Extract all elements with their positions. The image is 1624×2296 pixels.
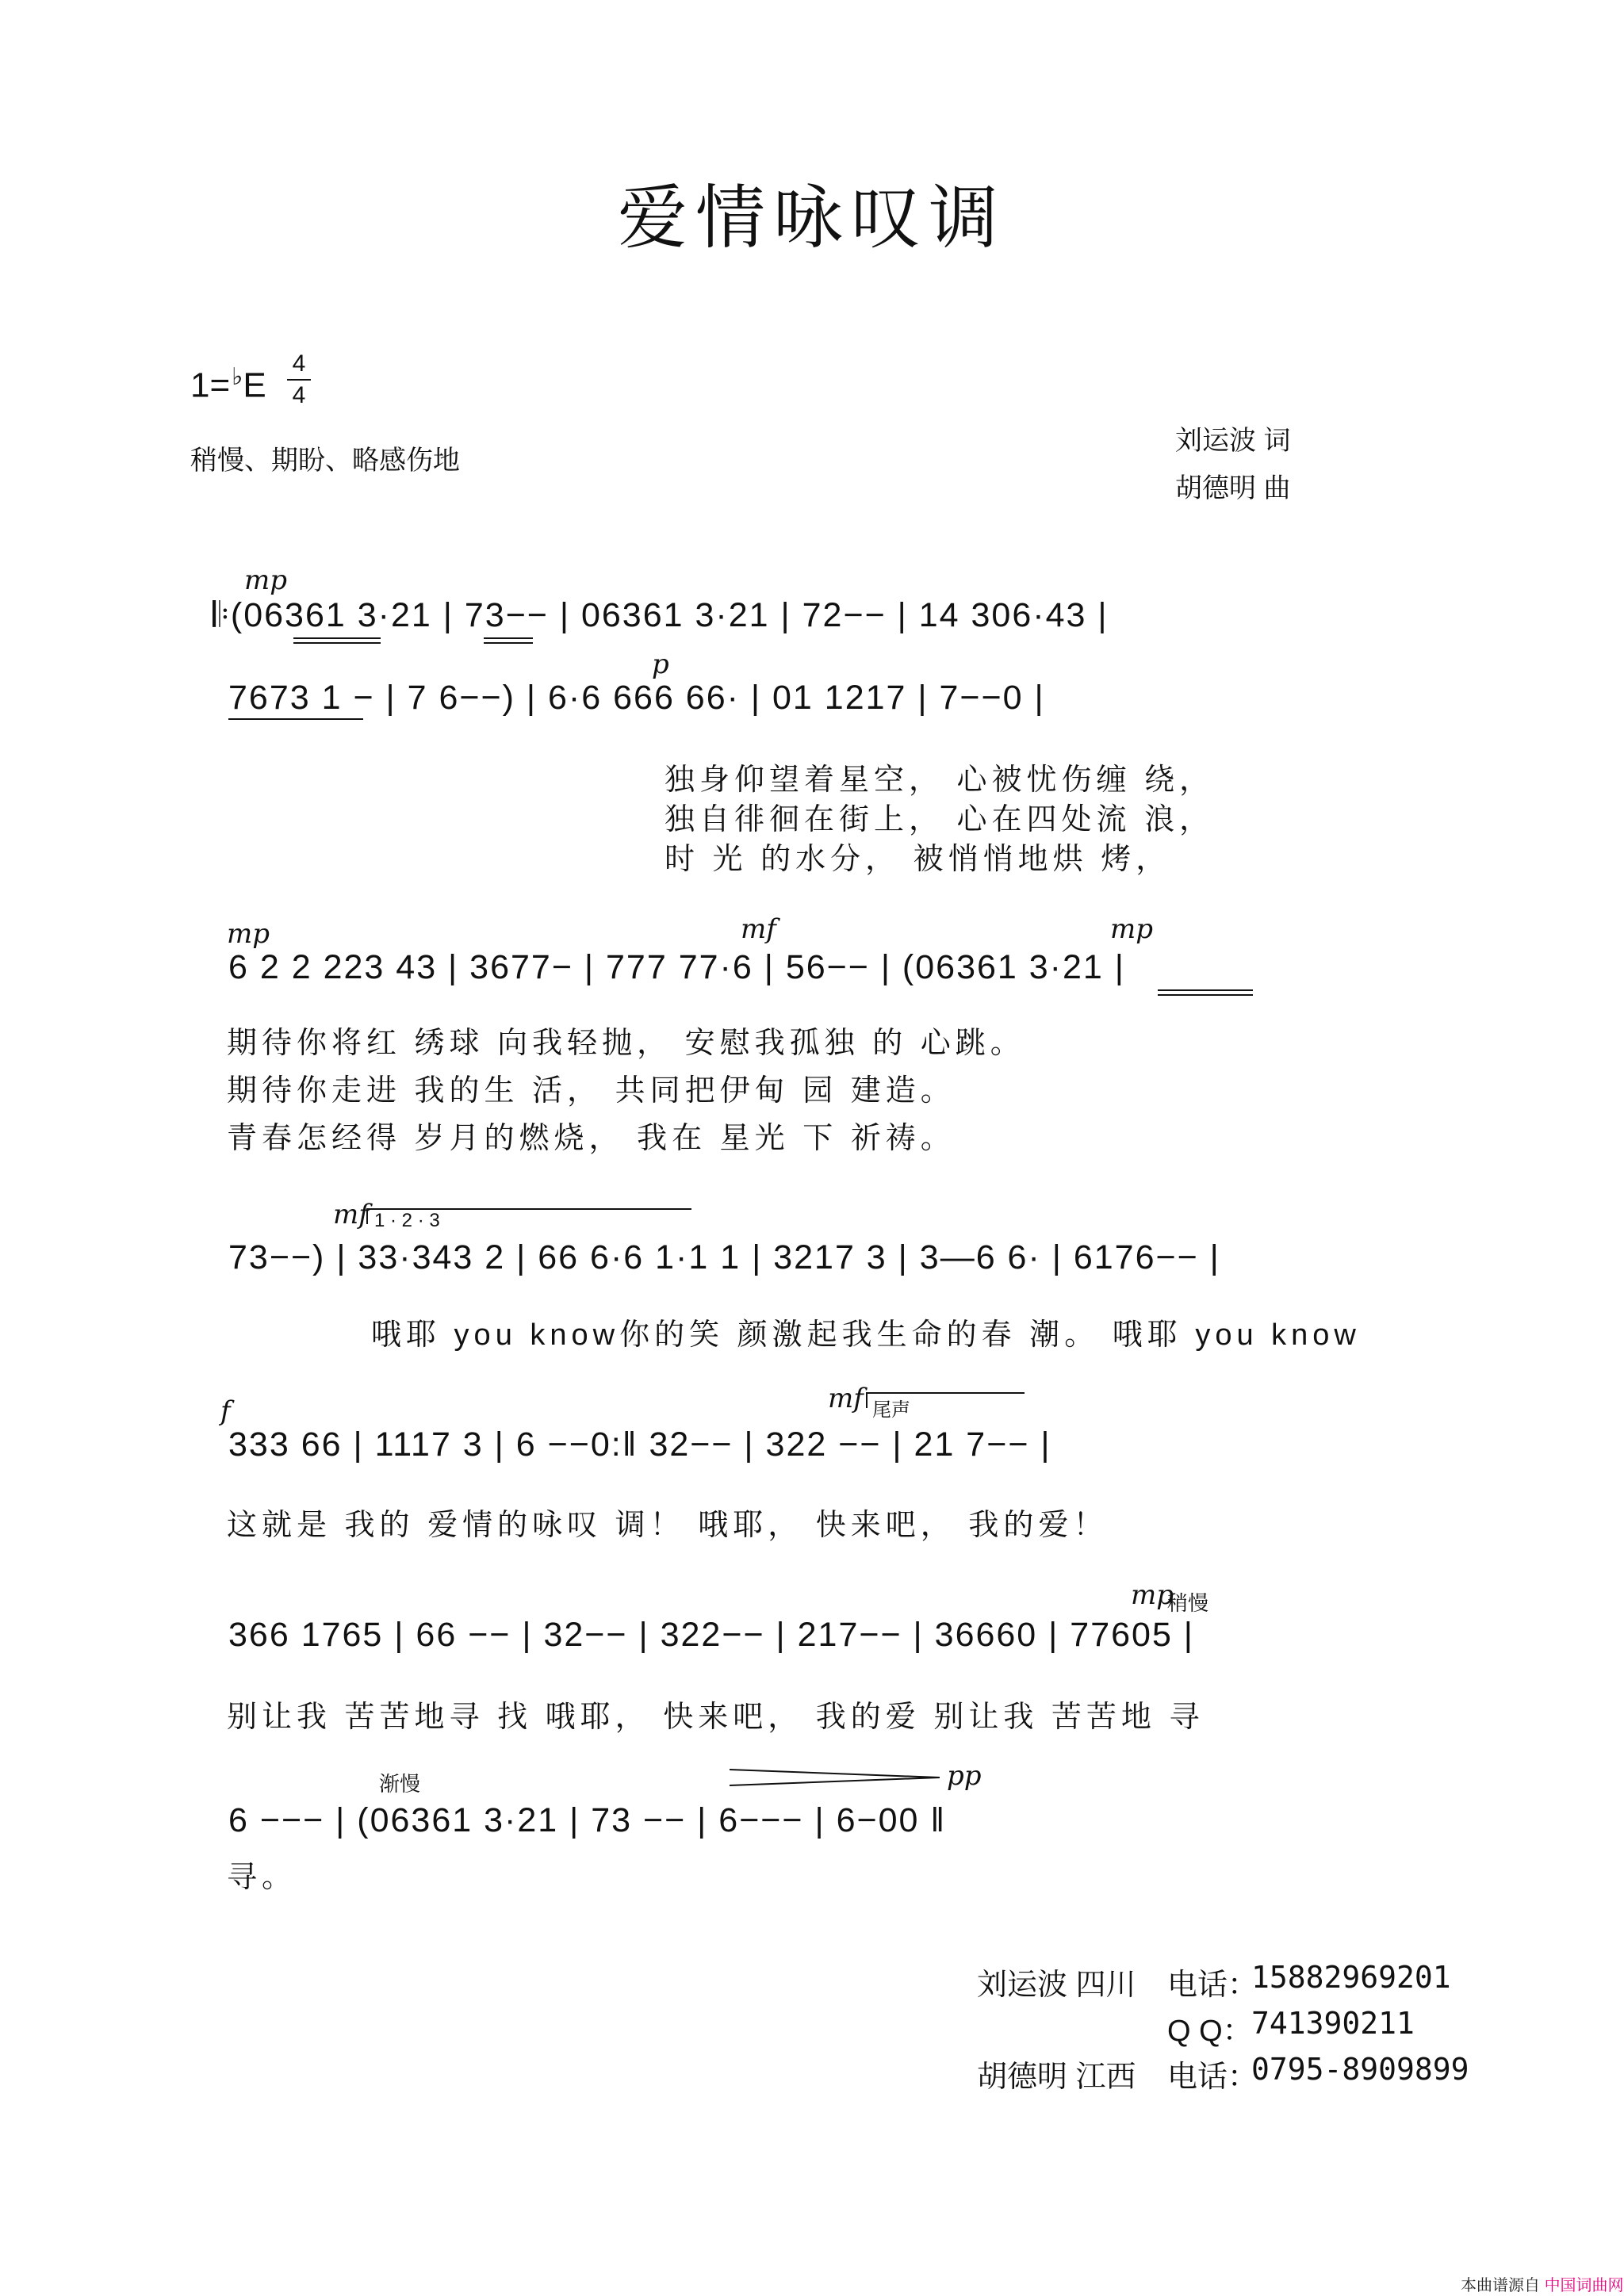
key-note: E	[243, 365, 266, 405]
tempo-marking: 稍慢、期盼、略感伤地	[190, 446, 460, 476]
lyric-verse1-a: 独身仰望着星空， 心被忧伤缠 绕，	[665, 763, 1215, 797]
coda-label: 尾声	[872, 1399, 910, 1421]
contact-label-1: 电话：	[1167, 1969, 1258, 2002]
lyric-end: 寻。	[227, 1861, 297, 1894]
flat-sign: ♭	[232, 364, 243, 390]
key-signature	[190, 363, 266, 406]
dynamic-mp-2: mp	[227, 918, 270, 950]
rit-marking: 稍慢	[1167, 1591, 1209, 1615]
score-line-5: 333 66 | 1117 3 | 6 −−0:‖ 32−− | 322 −− | 21 7−− |	[228, 1425, 1051, 1464]
score-line-6: 366 1765 | 66 −− | 32−− | 322−− | 217−− | 36660 | 77605 |	[228, 1616, 1194, 1654]
contact-label-3: 电话：	[1167, 2061, 1258, 2094]
lyric-verse1-b: 期待你将红 绣球 向我轻抛， 安慰我孤独 的 心跳。	[227, 1027, 1025, 1060]
rall-marking: 渐慢	[379, 1772, 421, 1796]
dynamic-mp-1: mp	[244, 564, 288, 596]
dynamic-mf-1: mf	[741, 913, 776, 945]
key-prefix: 1=	[190, 365, 231, 405]
score-line-1: 𝄆(06361 3·21 | 73−− | 06361 3·21 | 72−− | 14 306·43 |	[213, 596, 1109, 634]
contact-label-2: Q Q：	[1167, 2015, 1253, 2048]
contact-value-1: 15882969201	[1251, 1960, 1451, 1995]
time-bottom: 4	[292, 382, 306, 408]
footer-source-text: 本曲谱源自	[1461, 2277, 1540, 2294]
contact-value-3: 0795-8909899	[1251, 2052, 1469, 2087]
score-line-2: 7673 1 − | 7 6−−) | 6·6 666 66· | 01 1217 | 7−−0 |	[228, 679, 1045, 717]
lyric-verse2-a: 独自徘徊在街上， 心在四处流 浪，	[665, 803, 1215, 836]
dynamic-f: f	[220, 1395, 231, 1427]
dynamic-mp-3: mp	[1110, 913, 1154, 945]
volta-bracket-label: 1 · 2 · 3	[374, 1210, 440, 1231]
dynamic-mp-4: mp	[1131, 1579, 1174, 1611]
song-title: 爱情咏叹调	[617, 177, 1006, 258]
time-top: 4	[292, 350, 306, 377]
dynamic-p: p	[652, 649, 669, 680]
time-signature	[287, 350, 311, 409]
lyricist-credit: 刘运波 词	[1175, 426, 1291, 456]
lyric-chorus-3: 别让我 苦苦地寻 找 哦耶， 快来吧， 我的爱 别让我 苦苦地 寻	[227, 1701, 1205, 1734]
dynamic-mf-2: mf	[333, 1199, 369, 1230]
score-line-3: 6 2 2 223 43 | 3677− | 777 77·6 | 56−− | (06361 3·21 |	[228, 948, 1125, 986]
dynamic-mf-3: mf	[828, 1383, 864, 1414]
lyric-chorus-1: 哦耶 you know你的笑 颜激起我生命的春 潮。 哦耶 you know	[371, 1318, 1361, 1352]
dynamic-pp: pp	[947, 1760, 982, 1792]
contact-name-1: 刘运波 四川	[977, 1969, 1136, 2002]
footer-source	[1461, 2272, 1624, 2295]
decrescendo-hairpin	[730, 1768, 944, 1792]
footer-site-link[interactable]: 中国词曲网	[1544, 2277, 1624, 2294]
score-line-7: 6 −−− | (06361 3·21 | 73 −− | 6−−− | 6−00 ‖	[228, 1801, 947, 1839]
score-line-4: 73−−) | 33·343 2 | 66 6·6 1·1 1 | 3217 3 | 3—6 6· | 6176−− |	[228, 1238, 1220, 1276]
lyric-verse3-a: 时 光 的水分， 被悄悄地烘 烤，	[665, 843, 1171, 876]
composer-credit: 胡德明 曲	[1175, 473, 1291, 503]
contact-name-3: 胡德明 江西	[977, 2061, 1136, 2094]
contact-value-2: 741390211	[1251, 2006, 1415, 2041]
lyric-verse2-b: 期待你走进 我的生 活， 共同把伊甸 园 建造。	[227, 1074, 956, 1108]
lyric-chorus-2: 这就是 我的 爱情的咏叹 调！ 哦耶， 快来吧， 我的爱！	[227, 1509, 1109, 1542]
lyric-verse3-b: 青春怎经得 岁月的燃烧， 我在 星光 下 祈祷。	[227, 1122, 956, 1155]
